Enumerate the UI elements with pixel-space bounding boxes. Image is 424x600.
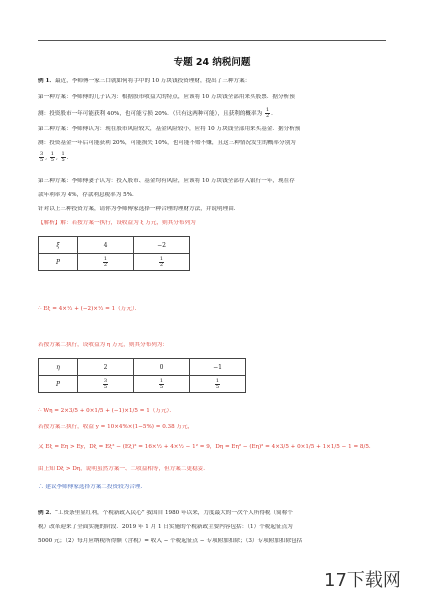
- plan2-probabilities: $\frac{3}{5}$ , $\frac{1}{5}$ , $\frac{1}{5}$ ．: [40, 151, 73, 163]
- page-title: 专题 24 纳税问题: [173, 57, 251, 68]
- solution-line2: 若按方案二执行，设收益为 η 万元，则其分布列为：: [38, 342, 168, 348]
- solution-line1: 【解析】解：若按方案一执行，设收益为 ξ 万元，则其分布列为: [38, 220, 196, 226]
- plan2-line2: 测：投资基金一年后可能获利 20%，可能损失 10%，也可能不赔不赚，且这三种情况发生的概率分别为: [38, 140, 296, 146]
- distribution-table-2: η 2 0 −1 P $\frac{3}{5}$ $\frac{1}{5}$ $\frac{1}{5}$: [38, 358, 246, 393]
- conclusion-line1: 由上知 Dξ > Dη，说明虽然方案一、二收益相等，但方案二更稳妥．: [38, 466, 209, 472]
- expectation-2: ∴ Wη = 2×3/5 + 0×1/5 + (−1)×1/5 = 1（万元）．: [38, 408, 175, 414]
- example1-intro: 例 1．最近，李师傅一家三口就如何将手中的 10 万块钱投资理财，提出了三种方案：: [38, 78, 251, 84]
- watermark-logo: [322, 566, 416, 592]
- plan1-line2: 测：投资股市一年可能获利 40%，也可能亏损 20%．（只有这两种可能），且获利的概率为 $\frac{1}{2}$ ．: [38, 107, 277, 119]
- question-line: 针对以上三种投资方案，请你为李师傅家选择一种合理的理财方法，并说明理由．: [38, 206, 240, 212]
- solution-line3: 若按方案三执行，收益 y = 10×4%×(1−5%) = 0.38 万元，: [38, 424, 194, 430]
- example2-line1: 例 2．“工资条里显红利，个税新政入民心” 我国自 1980 年以来，力度最大的一次个人所得税（简称个: [38, 510, 293, 516]
- watermark-text: 17下载网: [324, 570, 401, 591]
- plan1-line1: 第一种方案：李师傅的儿子认为：根据股市收益大的特点，应该将 10 万块钱全部用来买股票．据分析预: [38, 94, 295, 100]
- conclusion-line2: ∴ 建议李师傅家选择方案二投资较为合理．: [38, 484, 147, 490]
- plan3-line1: 第三种方案：李师傅妻子认为：投入股市、基金均有风险，应该将 10 万块钱全部存入银行一年，现在存: [38, 178, 295, 184]
- plan1-prob-fraction: $\frac{1}{2}$: [265, 107, 270, 119]
- plan2-line1: 第二种方案：李师傅认为：现在股市风险较大，基金风险较小，应将 10 万块钱全部用来买基金．据分析预: [38, 126, 301, 132]
- example2-line2: 税）改革迎来了全面实施的阶段．2019 年 1 月 1 日实施的个税新政主要内容包括：（1）个税起征点为: [38, 524, 293, 530]
- distribution-table-1: ξ 4 −2 P $\frac{1}{2}$ $\frac{1}{2}$: [38, 236, 190, 271]
- variance-line: 又 Eξ = Eη > Ey，Dξ = Eξ² − (Eξ)² = 16×½ + 4×½ − 1² = 9，Dη = Eη² − (Eη)² = 4×3/5 + 0×1/5 + 1×1/5 − 1 = 8/5．: [38, 444, 375, 450]
- header-rule: [38, 40, 386, 41]
- plan3-line2: 款年利率为 4%，存款利息税率为 5%．: [38, 192, 138, 198]
- expectation-1: ∴ Eξ = 4×½ + (−2)×½ = 1（万元）．: [38, 306, 141, 312]
- example2-line3: 5000 元；（2）每月应纳税所得额（含税）= 收入 − 个税起征点 − 专项附加扣除；（3）专项附加扣除包括: [38, 538, 303, 544]
